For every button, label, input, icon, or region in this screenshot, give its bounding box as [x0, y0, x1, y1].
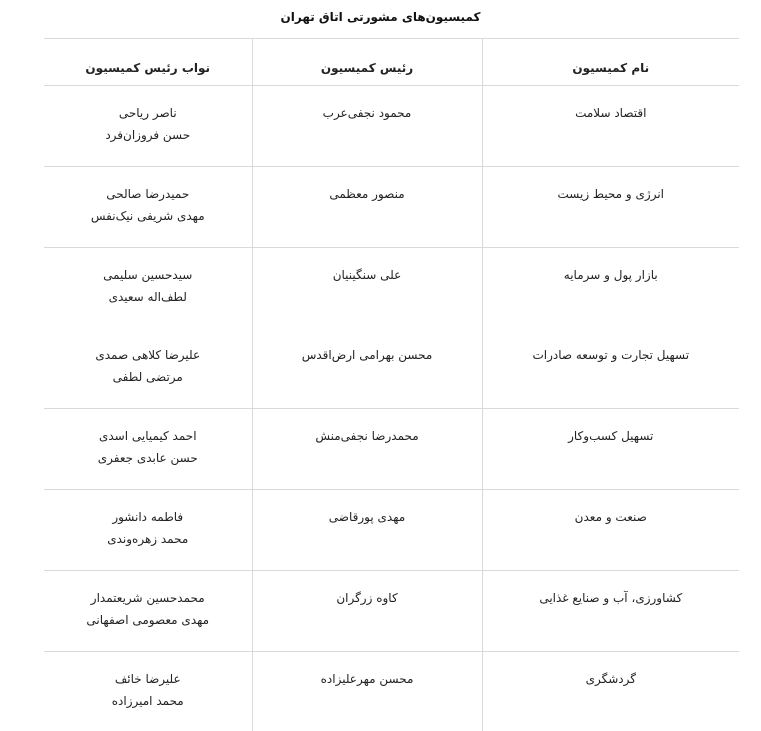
chair-name: علی سنگینیان — [332, 268, 402, 282]
commission-name-cell — [482, 409, 739, 490]
vice-chair-name: علیرضا خائف — [114, 672, 181, 686]
table-row — [44, 409, 739, 490]
table-header-row — [44, 39, 739, 86]
commission-name: اقتصاد سلامت — [575, 106, 647, 120]
commission-name: کشاورزی، آب و صنایع غذایی — [539, 591, 683, 605]
chair-name: کاوه زرگران — [336, 591, 398, 605]
vice-chair-name: احمد کیمیایی اسدی — [98, 429, 197, 443]
vice-cell — [44, 86, 252, 167]
commission-name: تسهیل کسب‌وکار — [568, 429, 654, 443]
vice-cell — [44, 248, 252, 409]
table-row — [44, 86, 739, 167]
chair-name: محسن بهرامی ارض‌اقدس — [301, 348, 433, 362]
chair-name: مهدی پورقاضی — [328, 510, 406, 524]
vice-chair-name: ناصر ریاحی — [118, 106, 177, 120]
header-vice-chairs: نواب رئیس کمیسیون — [44, 39, 252, 86]
commission-name: صنعت و معدن — [574, 510, 647, 524]
commission-name: بازار پول و سرمایه — [563, 268, 658, 282]
vice-chair-name: مرتضی لطفی — [112, 370, 183, 384]
vice-chair-name: سیدحسین سلیمی — [103, 268, 193, 282]
commission-name-cell — [482, 490, 739, 571]
vice-chair-name: لطف‌اله سعیدی — [108, 290, 187, 304]
vice-chair-name: حسن عابدی جعفری — [97, 451, 198, 465]
table-row-merged — [44, 248, 739, 409]
vice-cell — [44, 652, 252, 731]
table-row — [44, 571, 739, 652]
table-row — [44, 167, 739, 248]
chair-cell — [252, 86, 482, 167]
vice-chair-name: محمدحسین شریعتمدار — [90, 591, 205, 605]
commission-name-cell — [482, 86, 739, 167]
chair-name: محمود نجفی‌عرب — [322, 106, 412, 120]
chair-cell — [252, 248, 482, 409]
commission-name: تسهیل تجارت و توسعه صادرات — [532, 348, 690, 362]
chair-name: محمدرضا نجفی‌منش — [315, 429, 419, 443]
commission-name: انرژی و محیط زیست — [557, 187, 665, 201]
chair-cell — [252, 409, 482, 490]
table-row — [44, 652, 739, 731]
vice-chair-name: محمد زهره‌وندی — [107, 532, 189, 546]
vice-chair-name: علیرضا کلاهی صمدی — [95, 348, 201, 362]
chair-cell — [252, 571, 482, 652]
vice-chair-name: مهدی شریفی نیک‌نفس — [90, 209, 205, 223]
vice-cell — [44, 571, 252, 652]
header-chair: رئیس کمیسیون — [252, 39, 482, 86]
commission-name-cell — [482, 571, 739, 652]
vice-chair-name: حسن فروزان‌فرد — [105, 128, 191, 142]
vice-chair-name: مهدی معصومی اصفهانی — [86, 613, 210, 627]
commissions-table — [44, 38, 739, 731]
chair-name: محسن مهرعلیزاده — [320, 672, 414, 686]
commission-name-cell — [482, 167, 739, 248]
vice-chair-name: فاطمه دانشور — [112, 510, 184, 524]
table-row — [44, 490, 739, 571]
commission-name: گردشگری — [585, 672, 636, 686]
vice-cell — [44, 167, 252, 248]
header-commission-name: نام کمیسیون — [482, 39, 739, 86]
chair-cell — [252, 652, 482, 731]
commission-name-cell — [482, 652, 739, 731]
vice-chair-name: محمد امیرزاده — [111, 694, 184, 708]
vice-chair-name: حمیدرضا صالحی — [106, 187, 190, 201]
chair-name: منصور معظمی — [329, 187, 405, 201]
vice-cell — [44, 490, 252, 571]
vice-cell — [44, 409, 252, 490]
chair-cell — [252, 490, 482, 571]
commission-name-cell — [482, 248, 739, 409]
chair-cell — [252, 167, 482, 248]
page-title: کمیسیون‌های مشورتی اتاق تهران — [280, 10, 481, 24]
